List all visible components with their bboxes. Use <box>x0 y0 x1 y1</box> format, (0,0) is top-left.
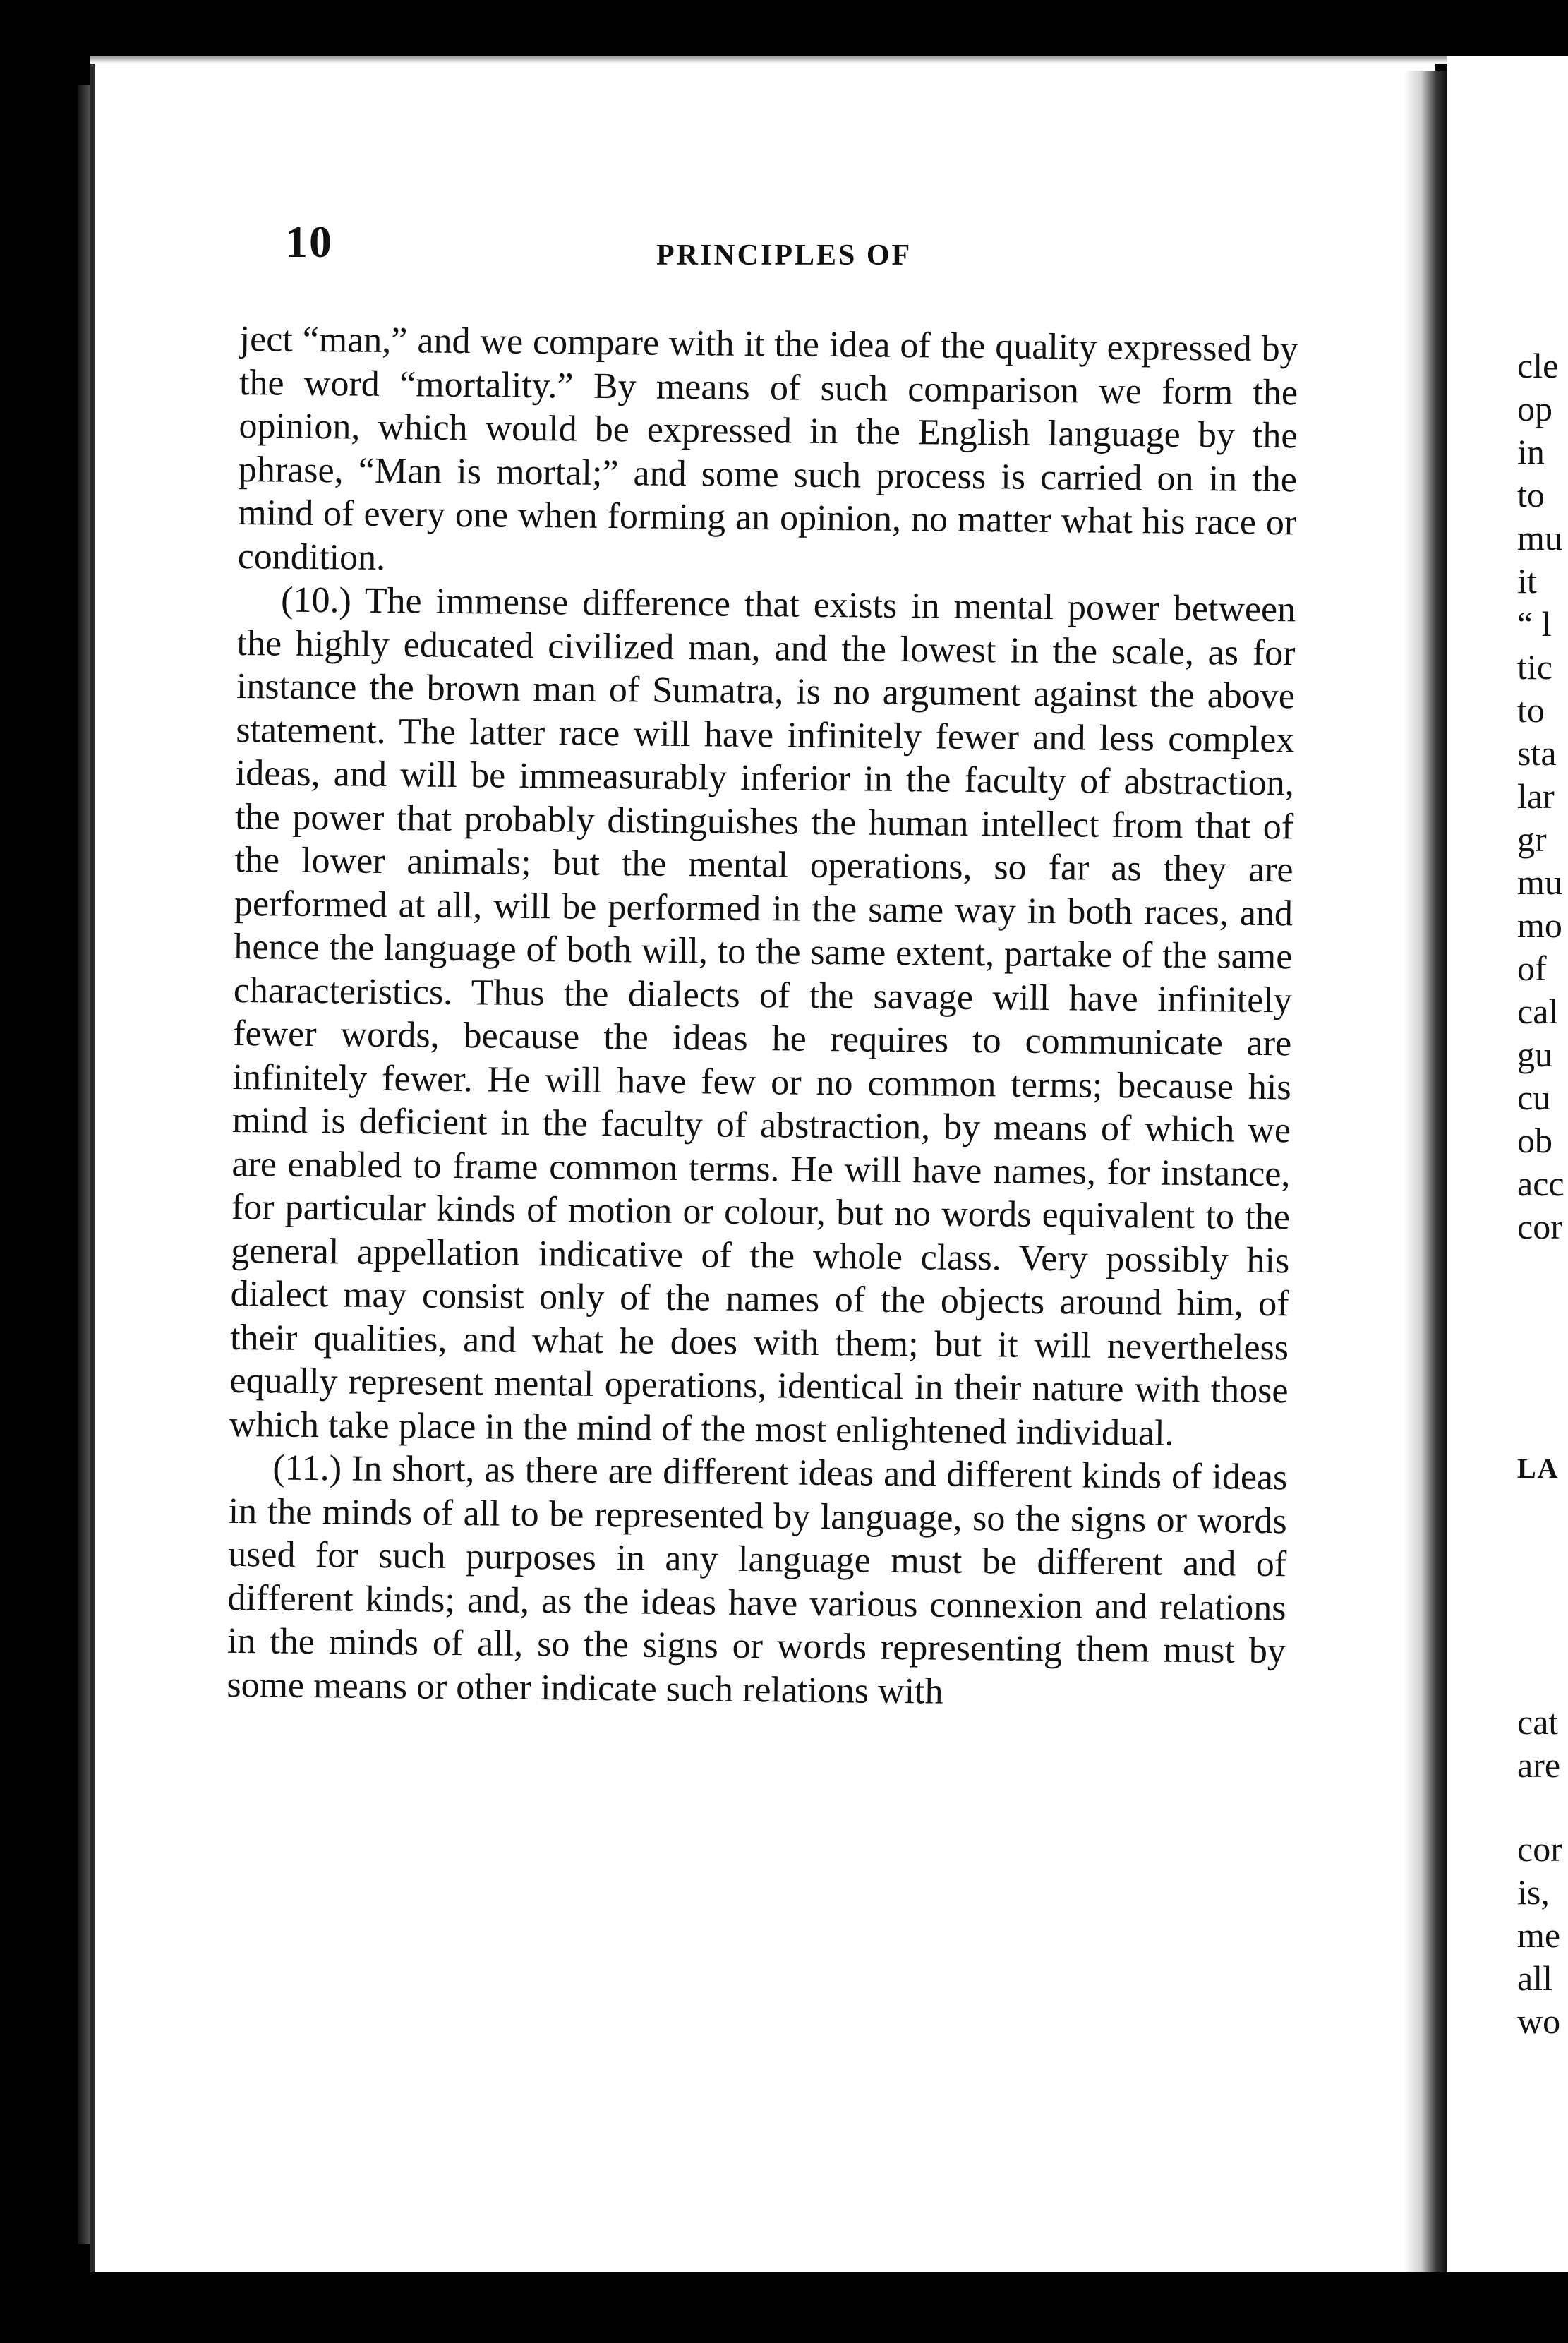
fragment: ob <box>1517 1121 1552 1160</box>
fragment: are <box>1517 1745 1561 1785</box>
fragment: to <box>1517 475 1545 514</box>
top-edge-shadow <box>90 56 1568 64</box>
fragment: op <box>1517 389 1552 428</box>
fragment: “ l <box>1517 604 1552 644</box>
fragment: cor <box>1517 1207 1562 1246</box>
running-head: PRINCIPLES OF <box>656 239 912 272</box>
paragraph: (10.) The immense difference that exists in mental power between the highly educated civilized man, and the lowest in the scale, as for instance the brown man of Sumatra, is no argument against the above statement. The latter race will have infinitely fewer and less complex ideas, and will be immeasurably inferior in the faculty of abstraction, the power that probably distinguishes the human intellect from that of the lower animals; but the mental operations, so far as they are performed at all, will be performed in the same way in both races, and hence the language of both will, to the same extent, partake of the same characteristics. Thus the dialects of the savage will have infinitely fewer words, because the ideas he requires to communicate are infinitely fewer. He will have few or no common terms; because his mind is deficient in the faculty of abstraction, by means of which we are enabled to frame common terms. He will have names, for instance, for particular kinds of motion or colour, but no words equivalent to the general appellation indicative of the whole class. Very possibly his dialect may consist only of the names of the objects around him, of their qualities, and what he does with them; but it will nevertheless equally represent mental operations, identical in their nature with those which take place in the mind of the most enlightened individual. <box>229 579 1296 1454</box>
right-page-fragments <box>1517 0 1568 2343</box>
fragment: mu <box>1517 862 1562 902</box>
page-number: 10 <box>285 217 333 267</box>
book-gutter <box>1404 71 1447 2272</box>
fragment: in <box>1517 432 1545 471</box>
fragment: cu <box>1517 1078 1551 1117</box>
fragment: lar <box>1517 776 1555 816</box>
fragment: of <box>1517 948 1547 988</box>
fragment: is, <box>1517 1872 1550 1912</box>
fragment: me <box>1517 1915 1561 1955</box>
fragment: mo <box>1517 905 1562 945</box>
fragment: to <box>1517 690 1545 730</box>
fragment: sta <box>1517 733 1557 773</box>
fragment: gu <box>1517 1035 1552 1074</box>
fragment-heading: LA <box>1517 1452 1560 1484</box>
fragment: wo <box>1517 2001 1561 2041</box>
fragment: all <box>1517 1958 1552 1998</box>
fragment: cle <box>1517 346 1559 385</box>
fragment: cor <box>1517 1829 1562 1869</box>
paragraph: ject “man,” and we compare with it the idea of the quality expressed by the word “mortality.” By means of such comparison we form the opinion, which would be expressed in the English language by the phrase, “Man is mortal;” and some such process is carried on in the mind of every one when forming an opinion, no matter what his race or condition. <box>237 318 1298 578</box>
fragment: acc <box>1517 1164 1564 1203</box>
page-edge-shadow <box>78 85 90 2244</box>
fragment: cal <box>1517 992 1559 1031</box>
fragment: cat <box>1517 1702 1559 1742</box>
fragment: it <box>1517 561 1537 601</box>
fragment: tic <box>1517 647 1552 687</box>
fragment: gr <box>1517 819 1547 859</box>
fragment: mu <box>1517 518 1562 558</box>
paragraph: (11.) In short, as there are different ideas and different kinds of ideas in the minds of all to be represented by language, so the signs or words used for such purposes in any language must be different and of different kinds; and, as the ideas have various connexion and relations in the minds of all, so the signs or words representing them must by some means or other indicate such relations with <box>227 1447 1288 1712</box>
body-text <box>227 318 1298 1716</box>
